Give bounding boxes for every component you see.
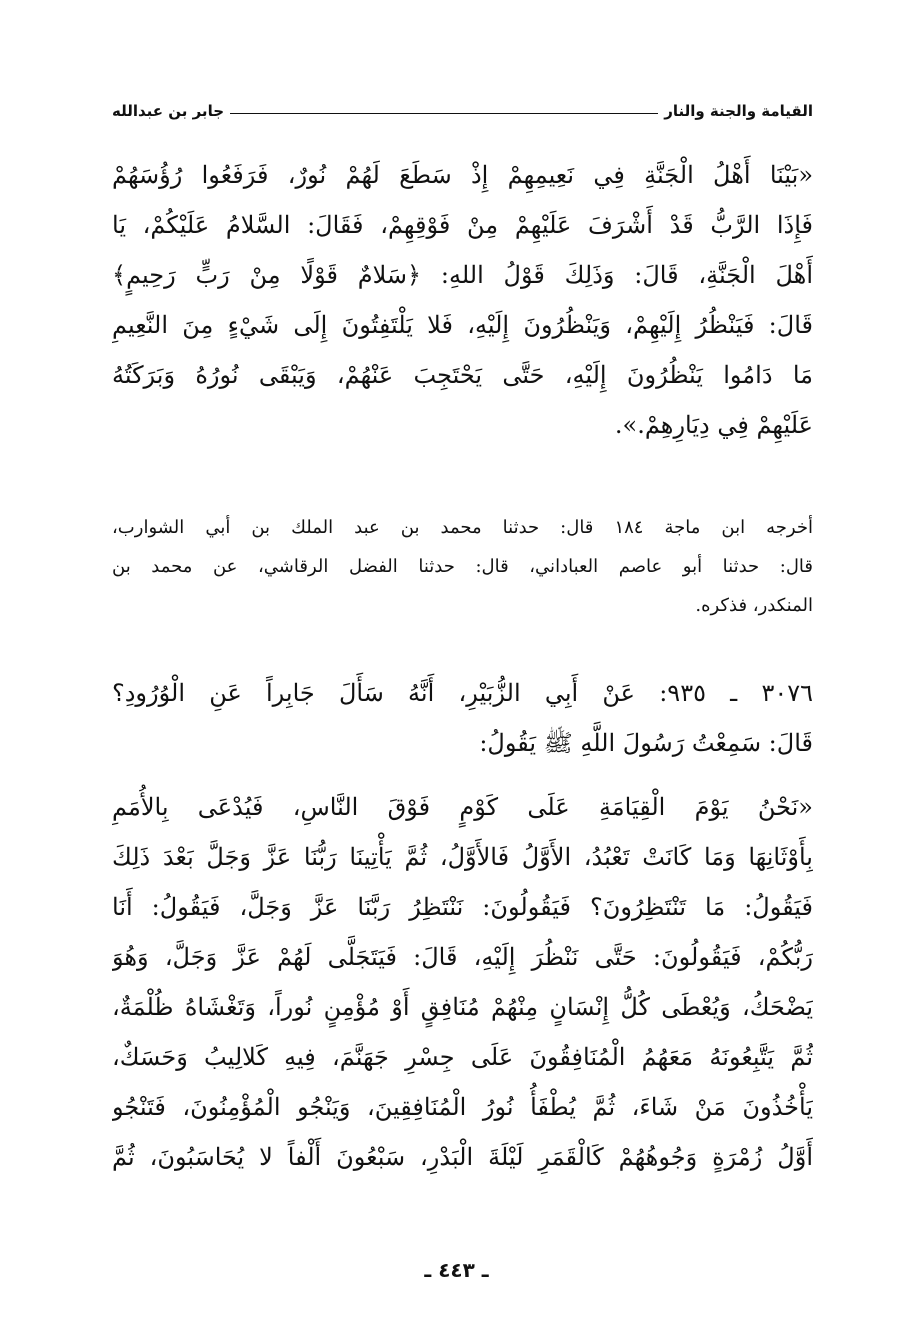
note-line: قال: حدثنا أبو عاصم العباداني، قال: حدثنا الفضل الرقاشي، عن محمد بن [112,556,813,577]
note-line: المنكدر، فذكره. [695,595,813,616]
text-line: فَإِذَا الرَّبُّ قَدْ أَشْرَفَ عَلَيْهِمْ مِنْ فَوْقِهِمْ، فَقَالَ: السَّلامُ عَلَيْكُمْ، يَا [112,211,813,239]
text-line: أَهْلَ الْجَنَّةِ، قَالَ: وَذَلِكَ قَوْلُ اللهِ: ﴿سَلامٌ قَوْلًا مِنْ رَبٍّ رَحِيمٍ﴾ [112,261,813,289]
text-line: أَوَّلُ زُمْرَةٍ وَجُوهُهُمْ كَالْقَمَرِ لَيْلَةَ الْبَدْرِ، سَبْعُونَ أَلْفاً لا يُحَاسَبُونَ، ثُمَّ [112,1143,813,1171]
text-line: قَالَ: فَيَنْظُرُ إِلَيْهِمْ، وَيَنْظُرُونَ إِلَيْهِ، فَلا يَلْتَفِتُونَ إِلَى شَيْءٍ مِنَ النَّعِيمِ [112,311,813,339]
text-line: يَضْحَكُ، وَيُعْطَى كُلُّ إِنْسَانٍ مِنْهُمْ مُنَافِقٍ أَوْ مُؤْمِنٍ نُوراً، وَتَغْشَاهُ ظُلْمَةٌ، [112,993,813,1021]
text-line: ثُمَّ يَتَّبِعُونَهُ مَعَهُمُ الْمُنَافِقُونَ عَلَى جِسْرِ جَهَنَّمَ، فِيهِ كَلالِيبُ وَحَسَكٌ، [112,1043,813,1071]
text-line: مَا دَامُوا يَنْظُرُونَ إِلَيْهِ، حَتَّى يَحْتَجِبَ عَنْهُمْ، وَيَبْقَى نُورُهُ وَبَرَكَتُهُ [112,361,813,389]
text-line: بِأَوْثَانِهَا وَمَا كَانَتْ تَعْبُدُ، الأَوَّلُ فَالأَوَّلُ، ثُمَّ يَأْتِينَا رَبُّنَا عَزَّ وَجَلَّ بَعْدَ ذَلِكَ [112,843,813,871]
takhrij-note-block [112,508,813,625]
note-line: أخرجه ابن ماجة ١٨٤ قال: حدثنا محمد بن عبد الملك بن أبي الشوارب، [112,517,813,538]
hadith-text-block [112,150,813,450]
text-line: «نَحْنُ يَوْمَ الْقِيَامَةِ عَلَى كَوْمٍ فَوْقَ النَّاسِ، فَيُدْعَى بِالأُمَمِ [112,793,813,821]
page-number: ـ ٤٤٣ ـ [424,1258,489,1282]
text-line: «بَيْنَا أَهْلُ الْجَنَّةِ فِي نَعِيمِهِمْ إِذْ سَطَعَ لَهُمْ نُورٌ، فَرَفَعُوا رُؤُسَهُمْ [112,161,813,189]
header-chapter-title: جابر بن عبدالله [112,102,225,120]
header-book-title: القيامة والجنة والنار [664,102,813,120]
text-line: عَلَيْهِمْ فِي دِيَارِهِمْ.». [614,411,813,439]
text-line: يَأْخُذُونَ مَنْ شَاءَ، ثُمَّ يُطْفَأُ نُورُ الْمُنَافِقِينَ، وَيَنْجُو الْمُؤْمِنُونَ، فَتَنْجُو [112,1093,813,1121]
text-line: رَبُّكُمْ، فَيَقُولُونَ: حَتَّى نَنْظُرَ إِلَيْهِ، قَالَ: فَيَتَجَلَّى لَهُمْ عَزَّ وَجَلَّ، وَهُوَ [112,943,813,971]
hadith-heading-block [112,668,813,768]
text-line: قَالَ: سَمِعْتُ رَسُولَ اللَّهِ ﷺ يَقُولُ: [479,729,813,757]
header-rule [230,113,658,114]
hadith-number-line: ٣٠٧٦ ـ ٩٣٥: عَنْ أَبِي الزُّبَيْرِ، أَنَّهُ سَأَلَ جَابِراً عَنِ الْوُرُودِ؟ [112,679,813,707]
hadith-text-block [112,782,813,1182]
running-header [112,96,813,120]
text-line: فَيَقُولُ: مَا تَنْتَظِرُونَ؟ فَيَقُولُونَ: نَنْتَظِرُ رَبَّنَا عَزَّ وَجَلَّ، فَيَقُولُ: أَنَا [112,893,813,921]
